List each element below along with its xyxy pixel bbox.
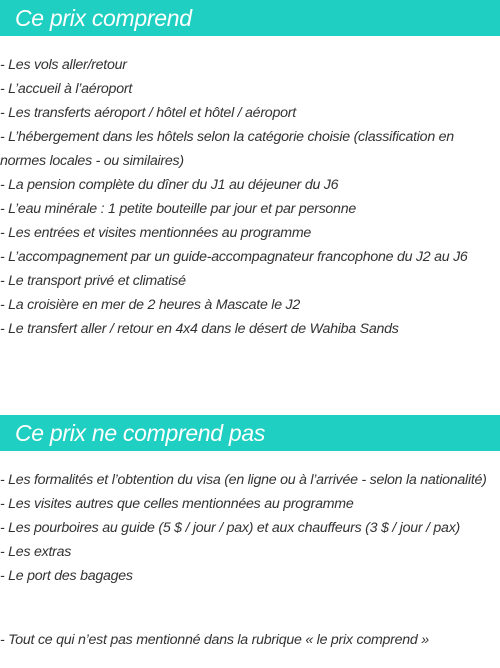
included-items-list (0, 53, 498, 341)
included-item: - L’accueil à l’aéroport (0, 81, 133, 97)
excluded-items-list (0, 468, 498, 588)
excluded-item: - Les pourboires au guide (5 $ / jour / pax) et aux chauffeurs (3 $ / jour / pax) (0, 520, 461, 536)
excluded-item: - Les visites autres que celles mentionnées au programme (0, 496, 354, 512)
included-section-title: Ce prix comprend (15, 5, 192, 31)
excluded-item: - Le port des bagages (0, 568, 133, 584)
excluded-item: - Les formalités et l’obtention du visa (en ligne ou à l’arrivée - selon la nationalité) (0, 472, 487, 488)
included-section-header (0, 0, 500, 36)
included-item: - Les vols aller/retour (0, 57, 127, 73)
included-item: - L’accompagnement par un guide-accompagnateur francophone du J2 au J6 (0, 249, 468, 265)
included-item: - Les transferts aéroport / hôtel et hôtel / aéroport (0, 105, 296, 121)
excluded-item: - Les extras (0, 544, 72, 560)
included-item: - L’eau minérale : 1 petite bouteille par jour et par personne (0, 201, 356, 217)
included-item: - La croisière en mer de 2 heures à Mascate le J2 (0, 297, 301, 313)
included-item: - L’hébergement dans les hôtels selon la catégorie choisie (classification en normes locales - ou similaires) (0, 129, 454, 169)
included-item: - Le transfert aller / retour en 4x4 dans le désert de Wahiba Sands (0, 321, 399, 337)
excluded-section-title: Ce prix ne comprend pas (15, 420, 266, 446)
included-item: - Les entrées et visites mentionnées au programme (0, 225, 312, 241)
included-item: - Le transport privé et climatisé (0, 273, 186, 289)
excluded-footnote: - Tout ce qui n’est pas mentionné dans la rubrique « le prix comprend » (0, 632, 429, 648)
excluded-section-header (0, 415, 500, 451)
included-item: - La pension complète du dîner du J1 au déjeuner du J6 (0, 177, 339, 193)
